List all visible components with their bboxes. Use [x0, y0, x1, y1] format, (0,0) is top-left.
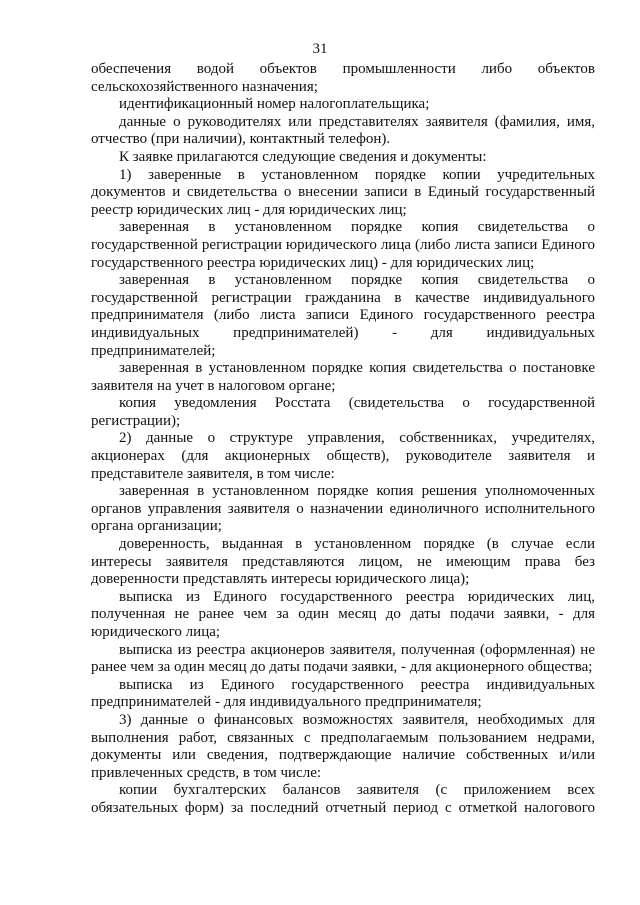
- paragraph: выписка из реестра акционеров заявителя, полученная (оформленная) не ранее чем за один месяц до даты подачи заявки, - для акционерного общества;: [91, 641, 595, 676]
- paragraph: выписка из Единого государственного реестра юридических лиц, полученная не ранее чем за один месяц до даты подачи заявки, - для юридического лица;: [91, 588, 595, 640]
- paragraph: копии бухгалтерских балансов заявителя (с приложением всех обязательных форм) за последний отчетный период с отметкой налогового: [91, 782, 595, 816]
- paragraph: данные о руководителях или представителях заявителя (фамилия, имя, отчество (при наличии), контактный телефон).: [91, 113, 595, 148]
- paragraph: копия уведомления Росстата (свидетельства о государственной регистрации);: [91, 395, 595, 429]
- paragraph: идентификационный номер налогоплательщика;: [119, 96, 430, 113]
- paragraph: заверенная в установленном порядке копия свидетельства о постановке заявителя на учет в налоговом органе;: [91, 360, 595, 394]
- paragraph: доверенность, выданная в установленном порядке (в случае если интересы заявителя представляются лицом, не имеющим права без доверенности представлять интересы юридического лица);: [91, 536, 595, 588]
- paragraph: заверенная в установленном порядке копия свидетельства о государственной регистрации юридического лица (либо листа записи Единого государственного реестра юридических лиц) - для юридических лиц;: [91, 219, 595, 271]
- paragraph: К заявке прилагаются следующие сведения и документы:: [119, 148, 487, 165]
- paragraph: 2) данные о структуре управления, собственниках, учредителях, акционерах (для акционерных обществ), руководителе заявителя и представителе заявителя, в том числе:: [91, 430, 595, 482]
- document-body: [91, 61, 595, 818]
- page-number: 31: [312, 41, 328, 57]
- paragraph: 3) данные о финансовых возможностях заявителя, необходимых для выполнения работ, связанных с предполагаемым пользованием недрами, документы или сведения, подтверждающие наличие собственных и/или привлеченных средств, в том числе:: [91, 711, 595, 781]
- paragraph: выписка из Единого государственного реестра индивидуальных предпринимателей - для индивидуального предпринимателя;: [91, 676, 595, 711]
- paragraph: обеспечения водой объектов промышленности либо объектов сельскохозяйственного назначения;: [91, 61, 595, 95]
- paragraph: заверенная в установленном порядке копия свидетельства о государственной регистрации гражданина в качестве индивидуального предпринимателя (либо листа записи Единого государственного реестра индивидуальных предпринимателей) - для индивидуальных предпринимателей;: [91, 272, 595, 359]
- paragraph: заверенная в установленном порядке копия решения уполномоченных органов управления заявителя о назначении единоличного исполнительного органа организации;: [91, 483, 595, 535]
- paragraph: 1) заверенные в установленном порядке копии учредительных документов и свидетельства о внесении записи в Единый государственный реестр юридических лиц - для юридических лиц;: [91, 166, 595, 218]
